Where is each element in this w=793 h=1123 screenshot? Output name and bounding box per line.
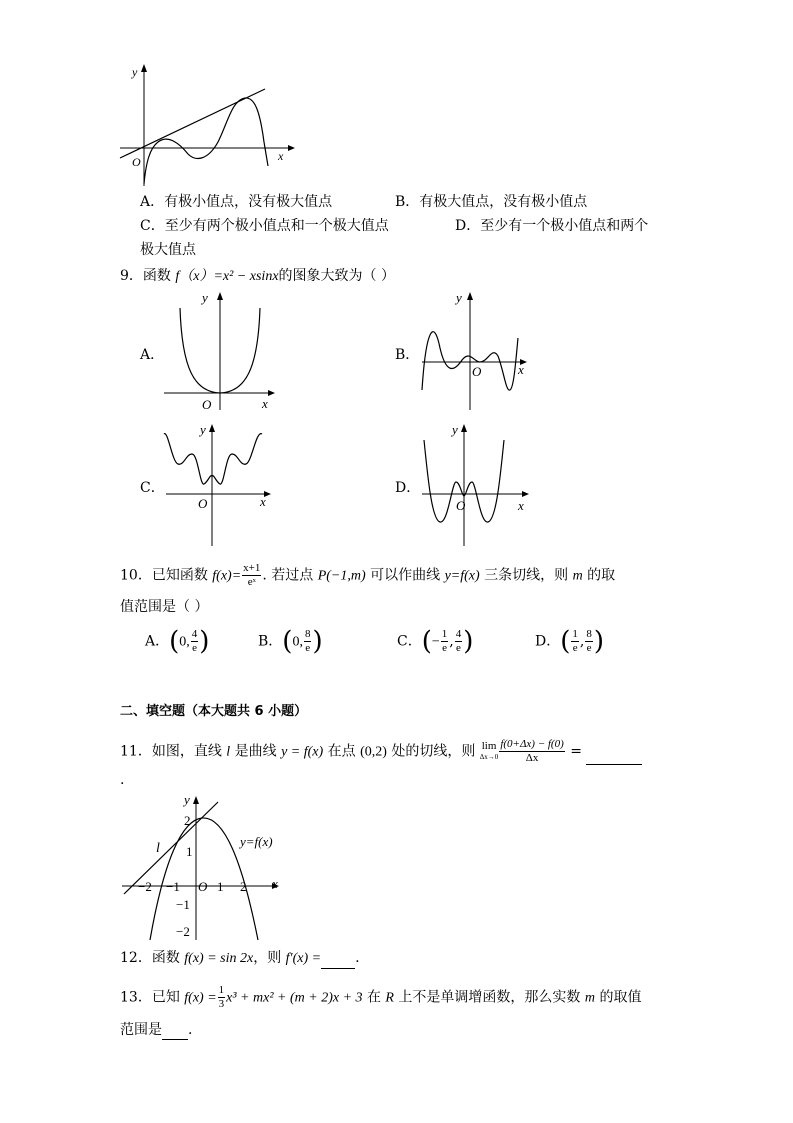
y-axis-label: y [202,290,208,305]
q10-option-d-den1: e [572,642,578,654]
origin-label: O [202,397,212,412]
q12-function: f(x) = sin 2x [184,951,254,966]
q10-option-c-num2: 4 [455,628,462,640]
y-axis-arrow-icon [193,796,199,804]
q8-option-c: C．至少有两个极小值点和一个极大值点 [140,218,389,234]
q12-answer-blank[interactable] [321,952,355,969]
y-axis-arrow-icon [141,64,147,72]
x-tick-2: 2 [240,879,247,894]
q11-dot: . [120,772,125,788]
section-title: 二、填空题（本大题共 6 小题） [120,704,308,719]
q10-option-d-den2: e [586,642,592,654]
q10-option-c-label: C． [397,633,422,650]
origin-label: O [198,496,208,511]
curve [164,434,262,484]
y-axis-arrow-icon [217,292,223,300]
q10-stem-line2: 值范围是（ ） [120,599,209,615]
x-axis-arrow-icon [268,390,275,396]
origin-label: O [198,879,208,894]
q11-lim-sub: Δx→0 [479,752,499,761]
y-axis-arrow-icon [467,292,473,300]
q10-curve: y=f(x) [444,568,480,584]
q11-eq: = [565,743,587,760]
q11-mid3: 处的切线，则 [386,743,480,760]
q12-prefix: 12．函数 [120,950,185,966]
origin-label: O [456,498,466,513]
q13-stem-line2 [120,1020,192,1040]
q13-m: m [584,990,596,1006]
q8-option-d: D．至少有一个极小值点和两个 [455,218,649,234]
q12-derivative: f′(x) = [285,951,322,966]
x-axis-label: x [518,498,524,513]
x-axis-arrow-icon [288,145,295,151]
q10-option-c-sign: − [431,634,440,650]
q10-option-a-num: 4 [191,628,198,640]
q9-label-d: D． [395,480,421,496]
q10-stem [120,562,615,589]
q10-tail: 的取 [582,567,616,584]
q9-graph-b [418,288,534,412]
y-axis-arrow-icon [461,424,467,432]
x-axis-label: x [260,494,266,509]
q11-frac-den: Δx [525,752,539,764]
q13-answer-blank[interactable] [162,1023,188,1040]
q13-line2: 范围是 [120,1022,162,1038]
q11-point: (0,2) [360,744,387,760]
y-tick-2: 2 [184,813,191,828]
q13-mid: 在 [362,989,386,1006]
x-tick-neg1: −1 [166,879,180,894]
q10-option-b-left: 0, [292,634,303,650]
q8-option-d-line2: 极大值点 [140,242,196,258]
q9-label-a: A． [140,347,165,363]
x-axis-label: x [272,876,278,891]
origin-label: O [472,364,482,379]
q9-stem [120,266,395,287]
curve [144,98,268,184]
q8-option-b: B．有极大值点，没有极小值点 [395,194,588,210]
q12-dot: . [355,950,360,966]
y-axis-label: y [184,792,190,807]
q10-option-a-label: A． [145,633,170,650]
q9-tail: 的图象大致为（ ） [278,268,395,284]
x-axis-label: x [262,396,268,411]
q10-fx: f(x)= [212,568,242,584]
y-tick-neg2: −2 [176,924,190,939]
q11-stem [120,738,642,765]
q11-answer-blank[interactable] [586,748,642,765]
q13-stem [120,984,641,1011]
x-tick-neg2: −2 [138,879,152,894]
x-axis-label: x [518,362,524,377]
q10-option-c-den2: e [456,642,461,654]
q13-dot: . [188,1022,193,1038]
q13-frac-num: 1 [218,984,225,996]
q11-mid: 是曲线 [230,743,282,760]
q10-point: P(−1,m) [317,568,366,584]
q10-option-a-left: 0, [179,634,190,650]
q11-graph [118,790,288,942]
q11-lim: lim [481,739,497,752]
y-tick-1: 1 [186,844,193,859]
y-axis-label: y [456,290,462,305]
y-axis-arrow-icon [209,424,215,432]
q10-mid3: 三条切线，则 [479,567,573,584]
y-axis-label: y [452,422,458,437]
q9-graph-a [160,288,280,412]
q13-fx: f(x) = [184,990,217,1006]
y-axis-label: y [132,65,138,79]
q9-label-c: C． [140,480,165,496]
q13-tail: 的取值 [595,989,642,1006]
q10-mid: . 若过点 [262,567,318,584]
q8-option-a: A．有极小值点，没有极大值点 [140,194,333,210]
x-axis-label: x [278,149,284,163]
q10-option-d-num2: 8 [586,628,592,640]
q11-mid2: 在点 [323,743,361,760]
q13-mid2: 上不是单调增函数，那么实数 [393,989,585,1006]
q10-option-d-label: D． [535,633,561,650]
q11-prefix: 11．如图，直线 [120,743,227,760]
q12-mid: ，则 [253,950,286,966]
x-tick-1: 1 [217,879,224,894]
x-axis-arrow-icon [522,491,529,497]
q9-graph-d [418,420,534,548]
q10-fraction [242,562,261,589]
q10-frac-num: x+1 [243,562,261,574]
q11-l: l [226,744,231,760]
q13-R: R [385,990,394,1006]
q11-frac-num: f(0+Δx) − f(0) [500,738,564,750]
q10-mid2: 可以作曲线 [365,567,445,584]
q9-graph-c [160,420,276,548]
q10-option-b-num: 8 [304,628,311,640]
q10-option-b: B．(0, $\frac{8}{e}$ ) [258,626,323,657]
y-tick-neg1: −1 [176,897,190,912]
q11-curve: y = f(x) [281,744,324,760]
q10-option-c-num1: 1 [441,628,448,640]
q10-option-c: C．(− $\frac{1}{e}$ , $\frac{4}{e}$ ) [397,626,474,657]
q9-number: 9．函数 [120,268,176,284]
q10-option-b-label: B． [258,633,283,650]
q8-graph [110,62,300,188]
q10-option-c-den1: e [442,642,447,654]
q10-option-d: D．( $\frac{1}{e}$ , $\frac{8}{e}$ ) [535,626,604,657]
line-label-l: l [156,841,160,856]
q10-option-a: A．(0, $\frac{4}{e}$ ) [145,626,210,657]
q12-stem [120,948,360,969]
y-axis-label: y [200,422,206,437]
q10-option-a-den: e [192,642,197,654]
q9-function: f（x）=x² − xsinx [175,269,279,284]
curve-label: y=f(x) [240,834,273,849]
q13-prefix: 13．已知 [120,989,185,1006]
q10-prefix: 10．已知函数 [120,567,213,584]
q10-frac-den: eˣ [247,576,256,588]
q10-m: m [572,568,583,584]
q10-option-d-num1: 1 [572,628,578,640]
q13-frac-den: 3 [218,998,225,1010]
q13-expression: x³ + mx² + (m + 2)x + 3 [226,990,363,1006]
origin-label: O [132,155,141,169]
q10-option-b-den: e [305,642,311,654]
q9-label-b: B． [395,347,420,363]
